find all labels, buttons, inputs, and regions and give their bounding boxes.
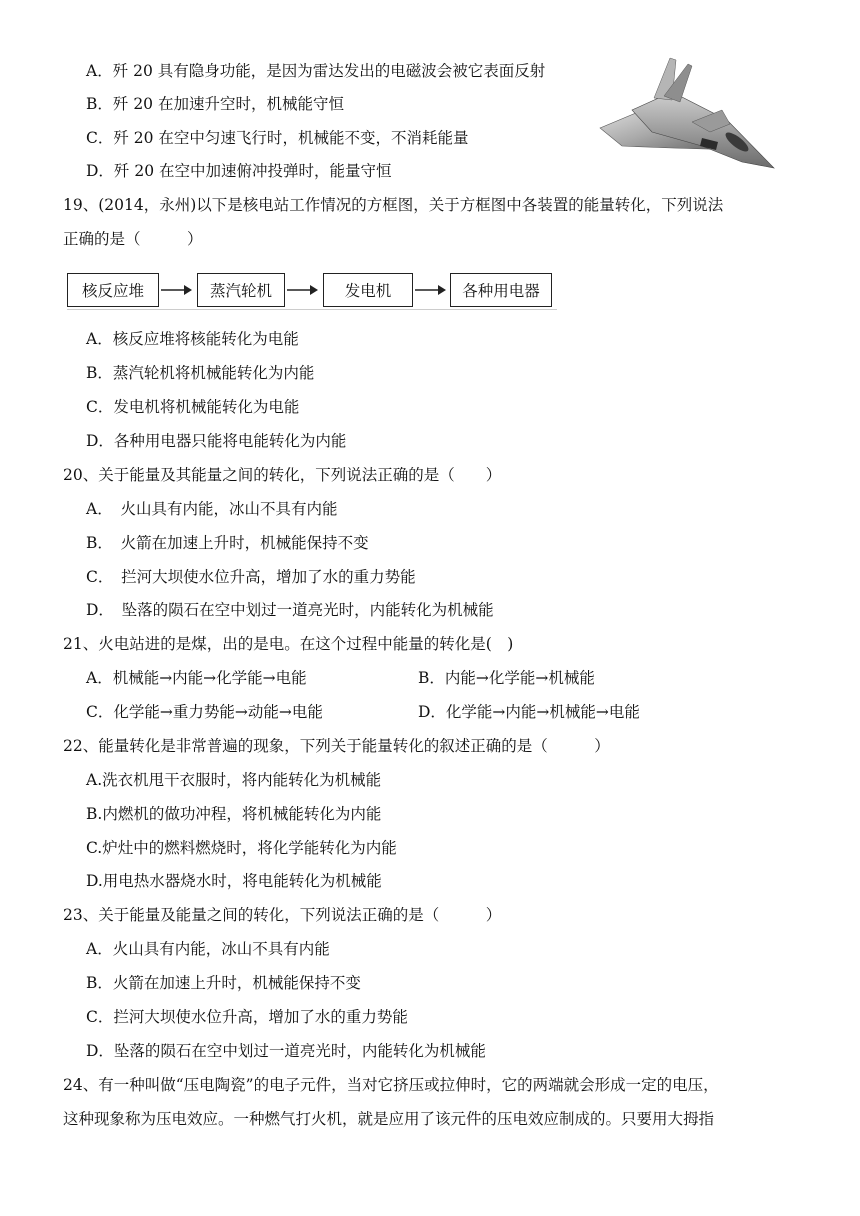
q20-option-d: D． 坠落的陨石在空中划过一道亮光时，内能转化为机械能	[86, 601, 494, 619]
q23-option-a: A．火山具有内能，冰山不具有内能	[86, 940, 330, 958]
q22-option-b: B.内燃机的做功冲程，将机械能转化为内能	[86, 805, 382, 823]
flow-box-turbine: 蒸汽轮机	[197, 273, 285, 307]
q18-option-d: D．歼 20 在空中加速俯冲投弹时，能量守恒	[86, 162, 392, 180]
q18-option-b: B．歼 20 在加速升空时，机械能守恒	[86, 95, 344, 113]
q22-option-c: C.炉灶中的燃料燃烧时，将化学能转化为内能	[86, 839, 397, 857]
flow-box-appliances: 各种用电器	[450, 273, 552, 307]
flow-box-generator: 发电机	[323, 273, 413, 307]
q18-option-a: A．歼 20 具有隐身功能，是因为雷达发出的电磁波会被它表面反射	[86, 62, 546, 80]
q21-stem: 21、火电站进的是煤，出的是电。在这个过程中能量的转化是( )	[63, 635, 514, 653]
q20-option-b: B． 火箭在加速上升时，机械能保持不变	[86, 534, 369, 552]
q23-stem: 23、关于能量及能量之间的转化，下列说法正确的是（ ）	[63, 906, 502, 924]
q23-option-c: C．拦河大坝使水位升高，增加了水的重力势能	[86, 1008, 408, 1026]
arrow-right-icon	[159, 281, 193, 299]
q24-line1: 24、有一种叫做“压电陶瓷”的电子元件，当对它挤压或拉伸时，它的两端就会形成一定的电压，	[63, 1076, 719, 1094]
q24-line2: 这种现象称为压电效应。一种燃气打火机，就是应用了该元件的压电效应制成的。只要用大拇指	[63, 1110, 715, 1128]
q19-stem-line2: 正确的是（ ）	[63, 230, 203, 248]
q20-stem: 20、关于能量及其能量之间的转化，下列说法正确的是（ ）	[63, 466, 502, 484]
q19-option-a: A．核反应堆将核能转化为电能	[86, 330, 299, 348]
q22-stem: 22、能量转化是非常普遍的现象，下列关于能量转化的叙述正确的是（ ）	[63, 737, 610, 755]
arrow-right-icon	[285, 281, 319, 299]
q19-option-c: C．发电机将机械能转化为电能	[86, 398, 300, 416]
q19-stem-line1: 19、(2014，永州)以下是核电站工作情况的方框图，关于方框图中各装置的能量转化，下列说法	[63, 196, 724, 214]
q23-option-b: B．火箭在加速上升时，机械能保持不变	[86, 974, 361, 992]
flow-box-reactor: 核反应堆	[67, 273, 159, 307]
q21-option-c: C．化学能→重力势能→动能→电能	[86, 703, 323, 721]
q19-option-d: D．各种用电器只能将电能转化为内能	[86, 432, 347, 450]
q22-option-a: A.洗衣机甩干衣服时，将内能转化为机械能	[86, 771, 382, 789]
q21-option-a: A．机械能→内能→化学能→电能	[86, 669, 307, 687]
q20-option-a: A． 火山具有内能，冰山不具有内能	[86, 500, 338, 518]
q22-option-d: D.用电热水器烧水时，将电能转化为机械能	[86, 872, 382, 890]
q21-option-b: B．内能→化学能→机械能	[418, 669, 595, 687]
q23-option-d: D．坠落的陨石在空中划过一道亮光时，内能转化为机械能	[86, 1042, 486, 1060]
q21-option-d: D．化学能→内能→机械能→电能	[418, 703, 640, 721]
divider	[67, 309, 557, 310]
arrow-right-icon	[413, 281, 447, 299]
q18-option-c: C．歼 20 在空中匀速飞行时，机械能不变，不消耗能量	[86, 129, 469, 147]
q19-option-b: B．蒸汽轮机将机械能转化为内能	[86, 364, 315, 382]
nuclear-plant-flowchart	[67, 273, 557, 309]
fighter-jet-image	[592, 50, 782, 180]
q20-option-c: C． 拦河大坝使水位升高，增加了水的重力势能	[86, 568, 416, 586]
